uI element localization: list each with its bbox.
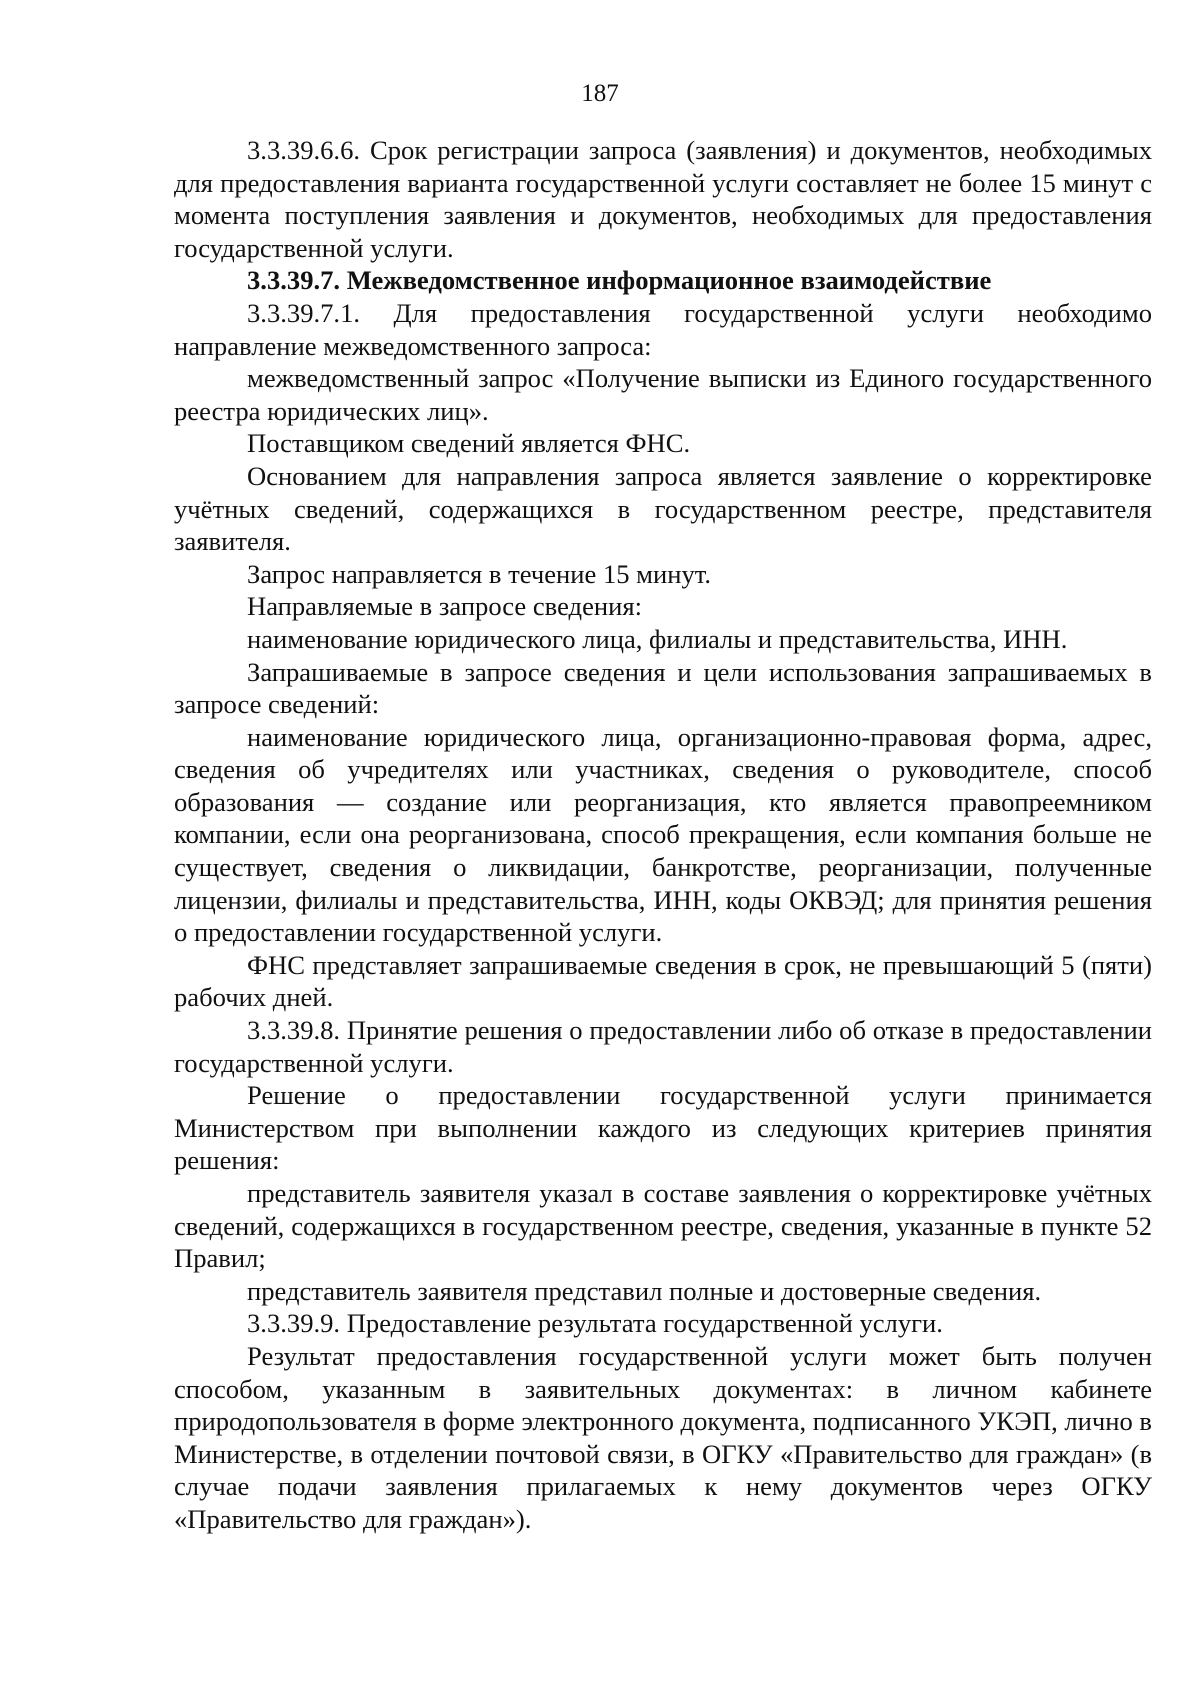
paragraph-provider: Поставщиком сведений является ФНС.: [247, 428, 691, 459]
paragraph-criterion-2: представитель заявителя представил полные и достоверные сведения.: [247, 1275, 1042, 1306]
paragraph-request-time: Запрос направляется в течение 15 минут.: [247, 558, 712, 589]
paragraph-sent-data-label: Направляемые в запросе сведения:: [247, 591, 642, 622]
paragraph-grounds: Основанием для направления запроса является заявление о корректировке учётных сведений, содержащихся в государственном реестре, представителя заявителя.: [174, 460, 1152, 557]
page-number: 187: [581, 80, 619, 107]
paragraph-registration-time: 3.3.39.6.6. Срок регистрации запроса (заявления) и документов, необходимых для предоставления варианта государственной услуги составляет не более 15 минут с момента поступления заявления и документов, необходимых для предоставления государственной услуги.: [174, 135, 1152, 263]
paragraph-criterion-1: представитель заявителя указал в составе заявления о корректировке учётных сведений, содержащихся в государственном реестре, сведения, указанные в пункте 52 Правил;: [174, 1178, 1152, 1274]
paragraph-result-section: 3.3.39.9. Предоставление результата государственной услуги.: [247, 1308, 943, 1339]
paragraph-interagency-request: 3.3.39.7.1. Для предоставления государственной услуги необходимо направление межведомственного запроса:: [174, 297, 1152, 361]
paragraph-egrul-request: межведомственный запрос «Получение выписки из Единого государственного реестра юридических лиц».: [174, 363, 1152, 426]
paragraph-decision-section: 3.3.39.8. Принятие решения о предоставлении либо об отказе в предоставлении государственной услуги.: [174, 1015, 1152, 1078]
section-heading-interagency: 3.3.39.7. Межведомственное информационное взаимодействие: [247, 265, 992, 296]
paragraph-sent-data: наименование юридического лица, филиалы и представительства, ИНН.: [247, 623, 1068, 654]
paragraph-decision-criteria: Решение о предоставлении государственной услуги принимается Министерством при выполнении каждого из следующих критериев принятия решения:: [174, 1080, 1152, 1176]
document-body: [174, 134, 1152, 1536]
paragraph-requested-data: наименование юридического лица, организационно-правовая форма, адрес, сведения об учредителях или участниках, сведения о руководителе, способ образования — создание или реорганизация, кто является правопреемником компании, если она реорганизована, способ прекращения, если компания больше не существует, сведения о ликвидации, банкротстве, реорганизации, полученные лицензии, филиалы и представительства, ИНН, коды ОКВЭД; для принятия решения о предоставлении государственной услуги.: [174, 721, 1152, 948]
paragraph-result-methods: Результат предоставления государственной услуги может быть получен способом, указанным в заявительных документах: в личном кабинете природопользователя в форме электронного документа, подписанного УКЭП, лично в Министерстве, в отделении почтовой связи, в ОГКУ «Правительство для граждан» (в случае подачи заявления прилагаемых к нему документов через ОГКУ «Правительство для граждан»).: [174, 1340, 1152, 1534]
paragraph-fns-deadline: ФНС представляет запрашиваемые сведения в срок, не превышающий 5 (пяти) рабочих дней.: [174, 949, 1152, 1013]
paragraph-requested-data-label: Запрашиваемые в запросе сведения и цели использования запрашиваемых в запросе сведений:: [174, 656, 1152, 720]
